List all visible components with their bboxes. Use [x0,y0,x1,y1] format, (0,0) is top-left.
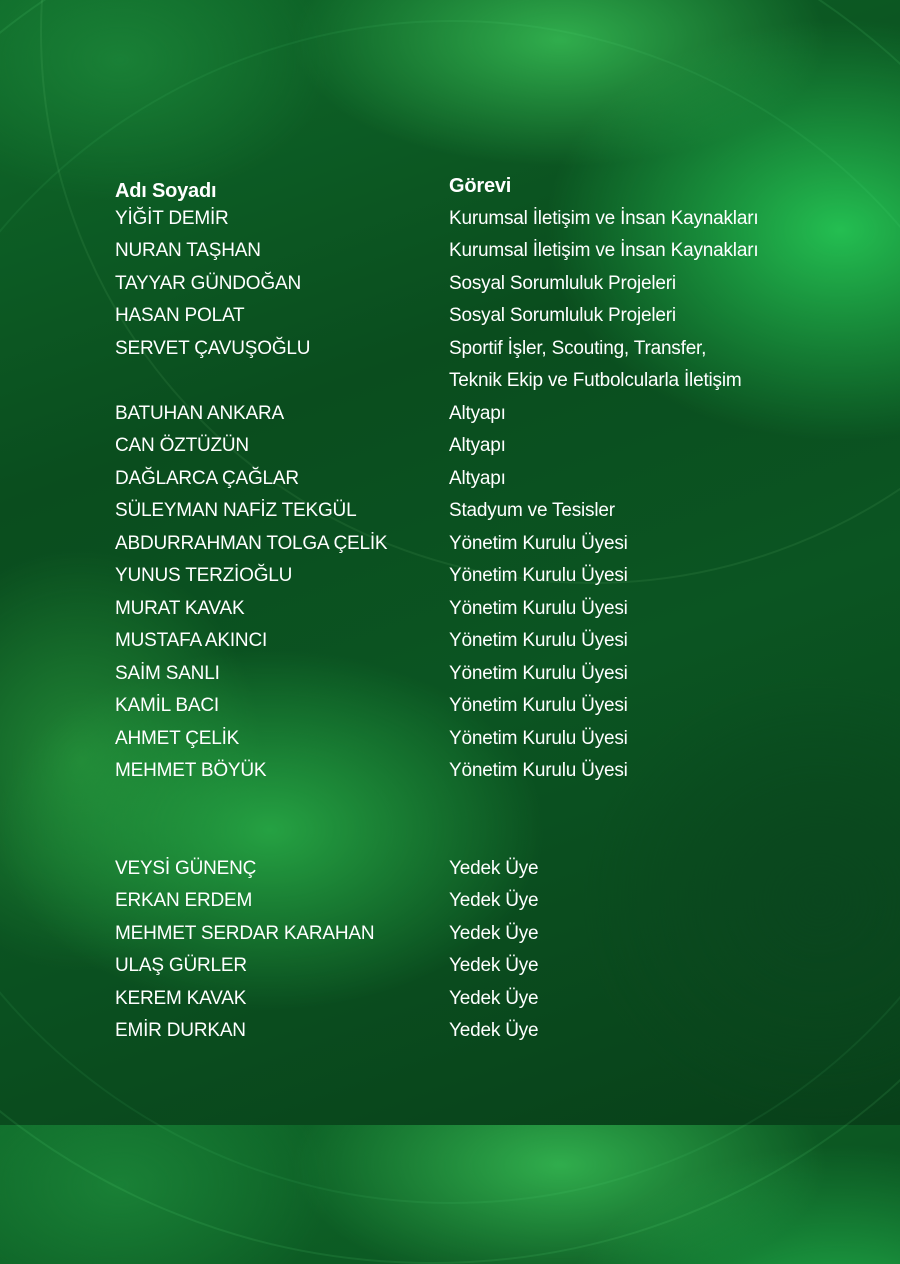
table-row [115,300,815,333]
table-header [115,170,815,203]
member-name: MURAT KAVAK [115,597,245,619]
table-row [115,983,815,1016]
member-role: Yönetim Kurulu Üyesi [449,695,628,716]
name-column-header: Adı Soyadı [115,180,217,202]
member-role: Yönetim Kurulu Üyesi [449,532,628,554]
table-row [115,235,815,268]
substitute-role: Yedek Üye [449,890,539,911]
substitute-name: ULAŞ GÜRLER [115,955,247,976]
member-role: Altyapı [449,402,506,424]
member-name: SERVET ÇAVUŞOĞLU [115,337,311,359]
member-name: SAİM SANLI [115,662,220,684]
substitute-name: VEYSİ GÜNENÇ [115,857,257,879]
member-role: Sportif İşler, Scouting, Transfer, [449,337,707,359]
member-name: ABDURRAHMAN TOLGA ÇELİK [115,532,388,554]
table-row [115,690,815,723]
substitute-role: Yedek Üye [449,1020,539,1041]
member-name: DAĞLARCA ÇAĞLAR [115,467,299,489]
member-role: Yönetim Kurulu Üyesi [449,727,628,749]
table-row [115,365,815,398]
substitute-name: MEHMET SERDAR KARAHAN [115,922,375,944]
member-name: MUSTAFA AKINCI [115,630,268,651]
table-row [115,430,815,463]
substitute-role: Yedek Üye [449,922,539,944]
members-list [115,203,815,788]
member-role: Yönetim Kurulu Üyesi [449,565,628,586]
member-name: YUNUS TERZİOĞLU [115,565,293,586]
member-role: Yönetim Kurulu Üyesi [449,630,628,651]
member-name: KAMİL BACI [115,695,219,716]
table-row [115,268,815,301]
substitute-role: Yedek Üye [449,857,539,879]
table-row [115,950,815,983]
substitutes-list [115,853,815,1048]
member-role: Teknik Ekip ve Futbolcularla İletişim [449,370,742,391]
table-row [115,463,815,496]
member-role: Altyapı [449,467,506,489]
member-name: MEHMET BÖYÜK [115,760,267,781]
member-role: Kurumsal İletişim ve İnsan Kaynakları [449,240,759,261]
substitute-name: KEREM KAVAK [115,987,247,1009]
substitute-role: Yedek Üye [449,987,539,1009]
member-name: CAN ÖZTÜZÜN [115,435,249,456]
table-row [115,560,815,593]
table-row [115,1015,815,1048]
table-row [115,918,815,951]
member-role: Kurumsal İletişim ve İnsan Kaynakları [449,207,759,229]
table-row [115,593,815,626]
table-row [115,528,815,561]
member-role: Yönetim Kurulu Üyesi [449,597,628,619]
member-role: Stadyum ve Tesisler [449,500,615,521]
member-role: Altyapı [449,435,506,456]
table-row [115,203,815,236]
member-name: SÜLEYMAN NAFİZ TEKGÜL [115,500,357,521]
table-row [115,625,815,658]
substitute-name: ERKAN ERDEM [115,890,253,911]
member-role: Yönetim Kurulu Üyesi [449,760,628,781]
table-row [115,723,815,756]
member-name: BATUHAN ANKARA [115,402,284,424]
table-row [115,495,815,528]
member-name: AHMET ÇELİK [115,727,240,749]
board-members-table [115,170,815,1048]
table-row [115,853,815,886]
section-spacer [115,788,815,853]
member-role: Sosyal Sorumluluk Projeleri [449,305,676,326]
table-row [115,885,815,918]
member-name: YİĞİT DEMİR [115,207,229,229]
member-role: Sosyal Sorumluluk Projeleri [449,272,676,294]
member-name: HASAN POLAT [115,305,245,326]
member-role: Yönetim Kurulu Üyesi [449,662,628,684]
role-column-header: Görevi [449,175,512,197]
member-name: NURAN TAŞHAN [115,240,261,261]
table-row [115,333,815,366]
table-row [115,398,815,431]
substitute-role: Yedek Üye [449,955,539,976]
table-row [115,755,815,788]
member-name: TAYYAR GÜNDOĞAN [115,272,301,294]
table-row [115,658,815,691]
substitute-name: EMİR DURKAN [115,1020,246,1041]
